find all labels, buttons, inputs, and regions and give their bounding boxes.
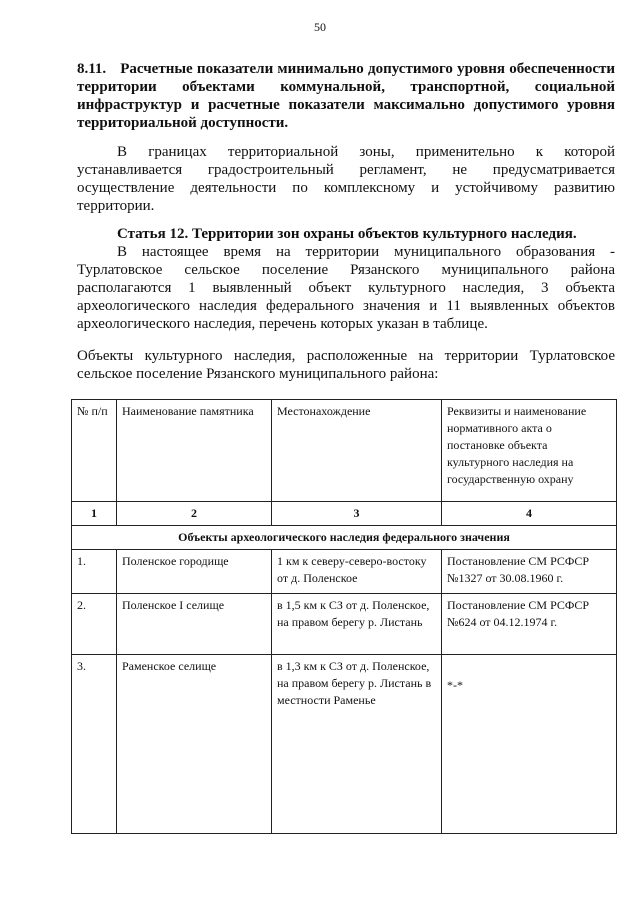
row-location: 1 км к северу-северо-востоку от д. Поленское xyxy=(272,550,442,594)
paragraph-territorial-zone: В границах территориальной зоны, применительно к которой устанавливается градостроительный регламент, не предусматривается осуществление деятельности по комплексному и устойчивому развитию территории. xyxy=(77,144,615,214)
row-number: 2. xyxy=(72,594,117,655)
header-name: Наименование памятника xyxy=(117,400,272,502)
row-name: Раменское селище xyxy=(117,655,272,834)
table-section-row xyxy=(72,526,617,550)
table-row xyxy=(72,594,617,655)
row-location: в 1,3 км к СЗ от д. Поленское, на правом берегу р. Листань в местности Раменье xyxy=(272,655,442,834)
page-number: 50 xyxy=(314,20,326,34)
row-act: Постановление СМ РСФСР №624 от 04.12.1974 г. xyxy=(442,594,617,655)
row-number: 3. xyxy=(72,655,117,834)
row-location: в 1,5 км к СЗ от д. Поленское, на правом берегу р. Листань xyxy=(272,594,442,655)
column-number-row xyxy=(72,502,617,526)
table-row xyxy=(72,655,617,834)
row-act: *-* xyxy=(442,655,617,834)
column-number: 4 xyxy=(442,502,617,526)
section-title: Расчетные показатели минимально допустимого уровня обеспеченности территории объектами коммунальной, транспортной, социальной инфраструктур и расчетные показатели максимально допустимого уровня территориальной доступности. xyxy=(77,61,615,131)
section-heading xyxy=(77,60,615,132)
header-act: Реквизиты и наименование нормативного акта о постановке объекта культурного наследия на государственную охрану xyxy=(442,400,617,502)
article-text: В настоящее время на территории муниципального образования - Турлатовское сельское поселение Рязанского муниципального района располагаются 1 выявленный объект культурного наследия, 3 объекта археологического наследия федерального значения и 11 выявленных объектов археологического наследия, перечень которых указан в таблице. xyxy=(77,244,615,332)
row-name: Поленское городище xyxy=(117,550,272,594)
table-section-title: Объекты археологического наследия федерального значения xyxy=(72,526,617,550)
row-act: Постановление СМ РСФСР №1327 от 30.08.1960 г. xyxy=(442,550,617,594)
table-row xyxy=(72,550,617,594)
column-number: 1 xyxy=(72,502,117,526)
table-header-row xyxy=(72,400,617,502)
table-intro: Объекты культурного наследия, расположенные на территории Турлатовское сельское поселение Рязанского муниципального района: xyxy=(77,348,615,382)
row-number: 1. xyxy=(72,550,117,594)
header-number: № п/п xyxy=(72,400,117,502)
column-number: 3 xyxy=(272,502,442,526)
row-name: Поленское I селище xyxy=(117,594,272,655)
header-location: Местонахождение xyxy=(272,400,442,502)
column-number: 2 xyxy=(117,502,272,526)
heritage-objects-table xyxy=(71,399,617,834)
section-number: 8.11. xyxy=(77,61,107,77)
article-title: Статья 12. Территории зон охраны объектов культурного наследия. xyxy=(117,226,577,242)
